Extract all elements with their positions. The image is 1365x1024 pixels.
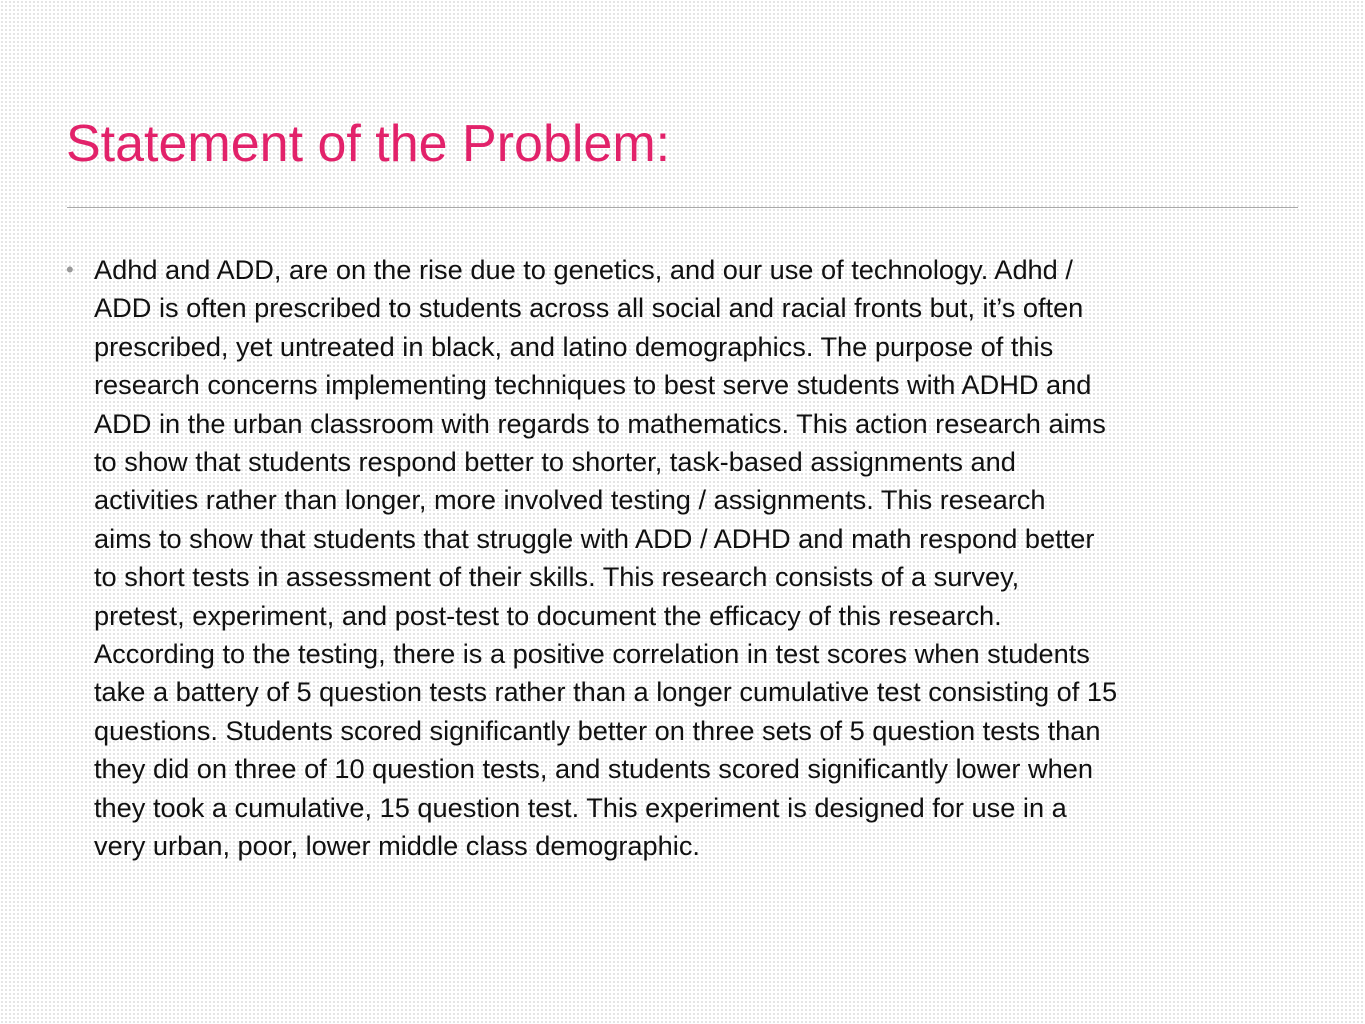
text-line: activities rather than longer, more involved testing / assignments. This research bbox=[94, 484, 1046, 516]
bullet-text bbox=[94, 251, 1316, 866]
text-line: aims to show that students that struggle with ADD / ADHD and math respond better bbox=[94, 522, 1095, 554]
text-line: ADD is often prescribed to students across all social and racial fronts but, it’s often bbox=[94, 292, 1084, 324]
text-line: to show that students respond better to shorter, task-based assignments and bbox=[94, 446, 1016, 478]
text-line: According to the testing, there is a positive correlation in test scores when students bbox=[94, 638, 1090, 670]
text-line: to short tests in assessment of their skills. This research consists of a survey, bbox=[94, 561, 1020, 593]
bullet-list bbox=[66, 251, 1316, 866]
text-line: prescribed, yet untreated in black, and latino demographics. The purpose of this bbox=[94, 330, 1054, 362]
text-line: very urban, poor, lower middle class demographic. bbox=[94, 830, 700, 862]
text-line: take a battery of 5 question tests rather than a longer cumulative test consisting of 15 bbox=[94, 676, 1118, 708]
title-divider bbox=[67, 207, 1298, 208]
text-line: they took a cumulative, 15 question test. This experiment is designed for use in a bbox=[94, 791, 1067, 823]
bullet-dot-icon: • bbox=[66, 257, 74, 282]
slide-title: Statement of the Problem: bbox=[66, 115, 671, 173]
text-line: ADD in the urban classroom with regards to mathematics. This action research aims bbox=[94, 407, 1106, 439]
text-line: they did on three of 10 question tests, and students scored significantly lower when bbox=[94, 753, 1093, 785]
text-line: Adhd and ADD, are on the rise due to genetics, and our use of technology. Adhd / bbox=[94, 254, 1073, 285]
text-line: research concerns implementing techniques to best serve students with ADHD and bbox=[94, 369, 1092, 401]
text-line: pretest, experiment, and post-test to document the efficacy of this research. bbox=[94, 599, 1002, 631]
bullet-item bbox=[66, 251, 1316, 866]
text-line: questions. Students scored significantly better on three sets of 5 question tests than bbox=[94, 714, 1101, 746]
